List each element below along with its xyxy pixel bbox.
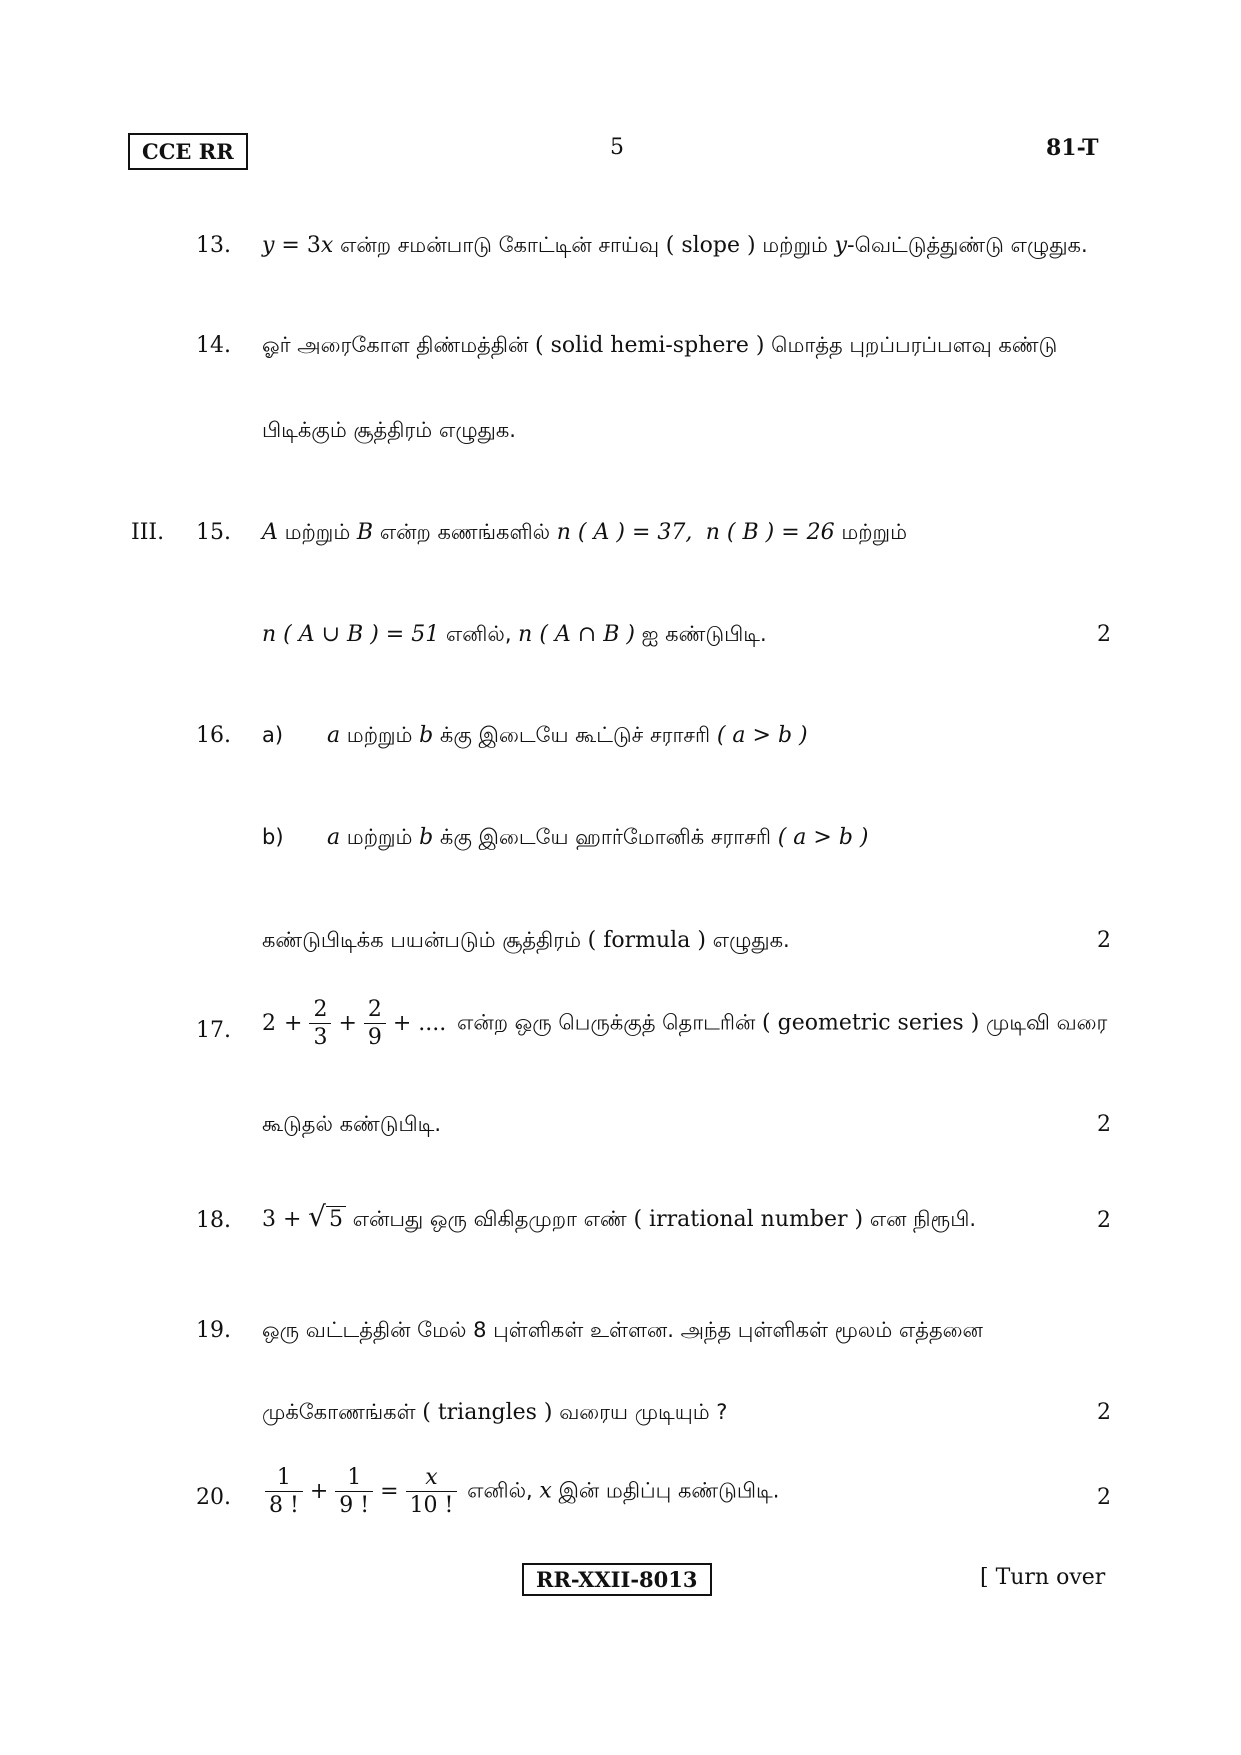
q16a-label: a) <box>262 723 284 747</box>
q13-number: 13. <box>196 233 231 258</box>
q15-line2: n ( A ∪ B ) = 51 எனில், n ( A ∩ B ) ஐ கண்டுபிடி. <box>262 622 767 647</box>
fraction-1-9fact: $\frac{1}{9 !}$ <box>335 1466 373 1517</box>
q19-marks: 2 <box>1097 1400 1111 1425</box>
paper-code: 81-T <box>1046 135 1099 161</box>
q20-marks: 2 <box>1097 1485 1111 1510</box>
q16a-text: a மற்றும் b க்கு இடையே கூட்டுச் சராசரி ( a > b ) <box>327 723 808 748</box>
q20-text: $\frac{1}{8 !}$ + $\frac{1}{9 !}$ = $\frac{x}{10 !}$ எனில், x இன் மதிப்பு கண்டுபிடி. <box>262 1466 779 1517</box>
q14-number: 14. <box>196 333 231 358</box>
q16-line3: கண்டுபிடிக்க பயன்படும் சூத்திரம் ( formula ) எழுதுக. <box>262 928 790 953</box>
q19-line2: முக்கோணங்கள் ( triangles ) வரைய முடியும் ? <box>262 1400 728 1425</box>
q16b-label: b) <box>262 825 284 849</box>
section-label: III. <box>131 520 165 545</box>
q16-marks: 2 <box>1097 928 1111 953</box>
fraction-2-3: $\frac{2}{3}$ <box>309 998 331 1049</box>
q18-marks: 2 <box>1097 1208 1111 1233</box>
q15-marks: 2 <box>1097 622 1111 647</box>
q14-line1: ஓர் அரைகோள திண்மத்தின் ( solid hemi-sphere ) மொத்த புறப்பரப்பளவு கண்டு <box>262 333 1058 358</box>
q13-text: y = 3x என்ற சமன்பாடு கோட்டின் சாய்வு ( slope ) மற்றும் y-வெட்டுத்துண்டு எழுதுக. <box>262 233 1088 258</box>
q18-number: 18. <box>196 1208 231 1233</box>
q18-text: 3 + √ 5 என்பது ஒரு விகிதமுறா எண் ( irrational number ) என நிரூபி. <box>262 1200 977 1233</box>
q16b-text: a மற்றும் b க்கு இடையே ஹார்மோனிக் சராசரி ( a > b ) <box>327 825 869 850</box>
q15-number: 15. <box>196 520 231 545</box>
fraction-2-9: $\frac{2}{9}$ <box>364 998 386 1049</box>
footer-code-box: RR-XXII-8013 <box>522 1563 712 1596</box>
q17-line2: கூடுதல் கண்டுபிடி. <box>262 1112 442 1136</box>
q17-marks: 2 <box>1097 1112 1111 1137</box>
q15-line1: A மற்றும் B என்ற கணங்களில் n ( A ) = 37, n ( B ) = 26 மற்றும் <box>262 520 907 545</box>
q17-number: 17. <box>196 1018 231 1043</box>
q16-number: 16. <box>196 723 231 748</box>
q20-number: 20. <box>196 1485 231 1510</box>
q17-line1: 2 + $\frac{2}{3}$ + $\frac{2}{9}$ + .... என்ற ஒரு பெருக்குத் தொடரின் ( geometric series ) முடிவி வரை <box>262 997 1108 1051</box>
q19-number: 19. <box>196 1318 231 1343</box>
sqrt-5: √ 5 <box>308 1200 346 1233</box>
series-box: CCE RR <box>128 133 248 170</box>
turn-over: [ Turn over <box>980 1565 1106 1590</box>
q14-line2: பிடிக்கும் சூத்திரம் எழுதுக. <box>262 418 516 442</box>
fraction-1-8fact: $\frac{1}{8 !}$ <box>265 1466 303 1517</box>
page-number: 5 <box>610 135 624 160</box>
q19-line1: ஒரு வட்டத்தின் மேல் 8 புள்ளிகள் உள்ளன. அந்த புள்ளிகள் மூலம் எத்தனை <box>262 1318 983 1342</box>
fraction-x-10fact: $\frac{x}{10 !}$ <box>406 1466 458 1517</box>
